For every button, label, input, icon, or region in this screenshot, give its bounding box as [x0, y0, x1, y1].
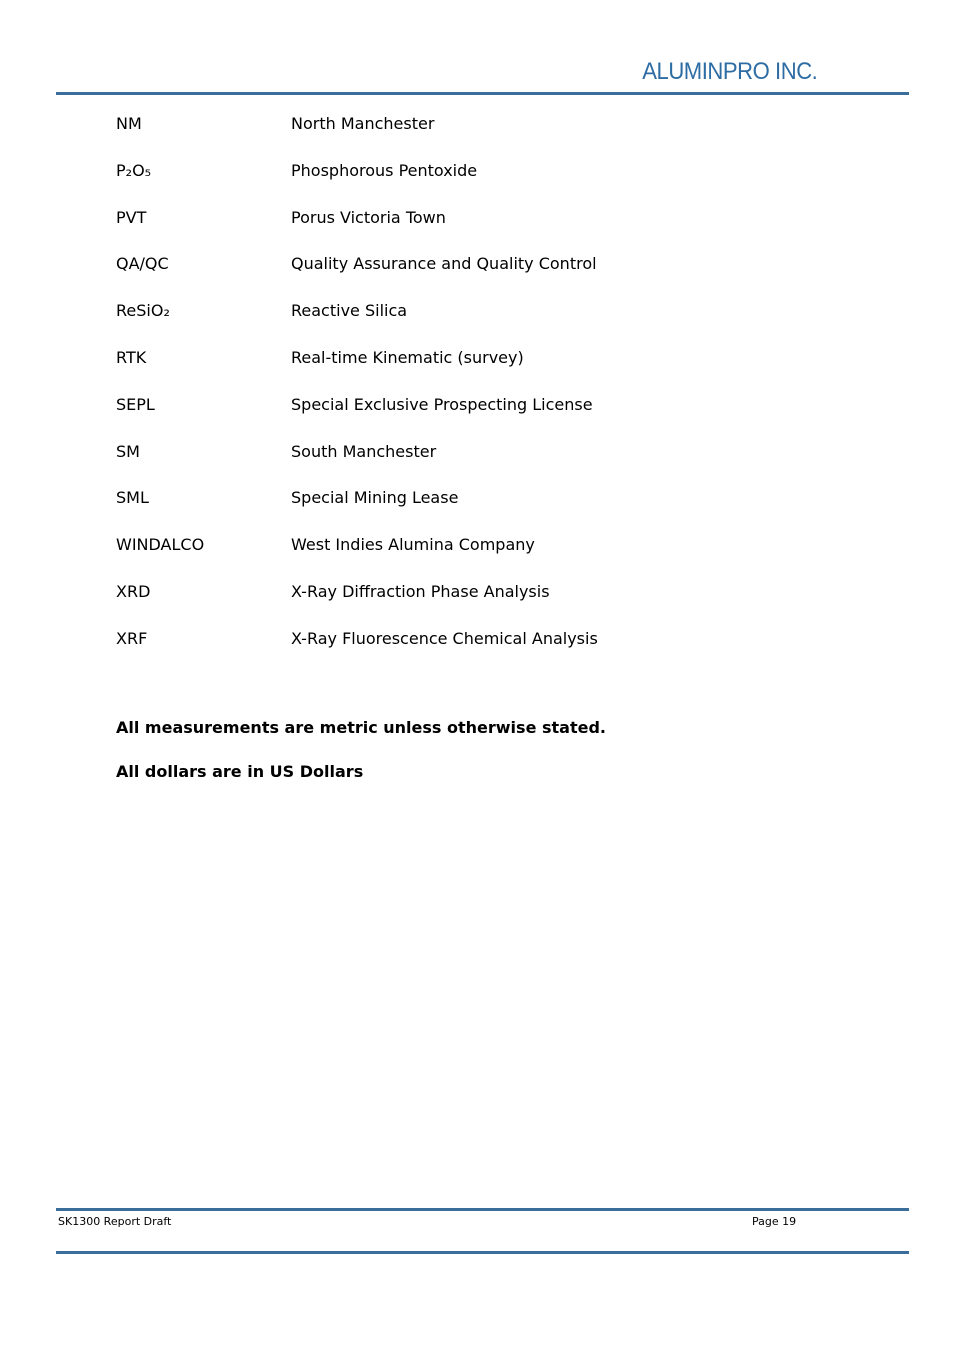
- footer-bottom-divider: [56, 1251, 909, 1254]
- abbreviation-row: [116, 344, 816, 391]
- abbreviation-code: XRD: [116, 581, 151, 601]
- abbreviation-row: [116, 625, 816, 672]
- abbreviation-row: [116, 297, 816, 344]
- page-number: Page 19: [752, 1215, 797, 1228]
- abbreviation-code: PVT: [116, 207, 147, 227]
- abbreviation-row: [116, 578, 816, 625]
- abbreviation-definition: Special Exclusive Prospecting License: [291, 394, 593, 414]
- header-divider: [56, 92, 909, 95]
- abbreviation-code: SM: [116, 441, 140, 461]
- abbreviation-row: [116, 250, 816, 297]
- abbreviation-row: [116, 531, 816, 578]
- abbreviation-definition: North Manchester: [291, 114, 435, 133]
- abbreviation-code: XRF: [116, 628, 148, 648]
- abbreviation-code: SML: [116, 488, 149, 508]
- abbreviation-list: [116, 110, 816, 672]
- abbreviation-definition: Quality Assurance and Quality Control: [291, 254, 597, 274]
- abbreviation-code: WINDALCO: [116, 535, 205, 555]
- abbreviation-code: QA/QC: [116, 254, 169, 274]
- abbreviation-code: P₂O₅: [116, 160, 152, 180]
- currency-note: All dollars are in US Dollars: [116, 762, 364, 781]
- abbreviation-code: ReSiO₂: [116, 301, 170, 321]
- abbreviation-row: [116, 157, 816, 204]
- abbreviation-definition: X-Ray Fluorescence Chemical Analysis: [291, 628, 598, 648]
- report-title: SK1300 Report Draft: [58, 1215, 172, 1228]
- abbreviation-definition: Real-time Kinematic (survey): [291, 347, 524, 367]
- metric-note: All measurements are metric unless otherwise stated.: [116, 718, 606, 737]
- abbreviation-definition: South Manchester: [291, 441, 437, 461]
- abbreviation-code: SEPL: [116, 394, 155, 414]
- footer-top-divider: [56, 1208, 909, 1211]
- abbreviation-definition: Phosphorous Pentoxide: [291, 160, 478, 180]
- abbreviation-row: [116, 438, 816, 485]
- abbreviation-definition: X-Ray Diffraction Phase Analysis: [291, 581, 550, 601]
- company-name: ALUMINPRO INC.: [641, 58, 817, 85]
- abbreviation-row: [116, 484, 816, 531]
- abbreviation-row: [116, 204, 816, 251]
- abbreviation-definition: Special Mining Lease: [291, 488, 459, 508]
- abbreviation-code: NM: [116, 114, 142, 133]
- abbreviation-code: RTK: [116, 347, 147, 367]
- abbreviation-definition: Porus Victoria Town: [291, 207, 446, 227]
- abbreviation-definition: West Indies Alumina Company: [291, 535, 535, 555]
- abbreviation-definition: Reactive Silica: [291, 301, 408, 321]
- abbreviation-row: [116, 110, 816, 157]
- abbreviation-row: [116, 391, 816, 438]
